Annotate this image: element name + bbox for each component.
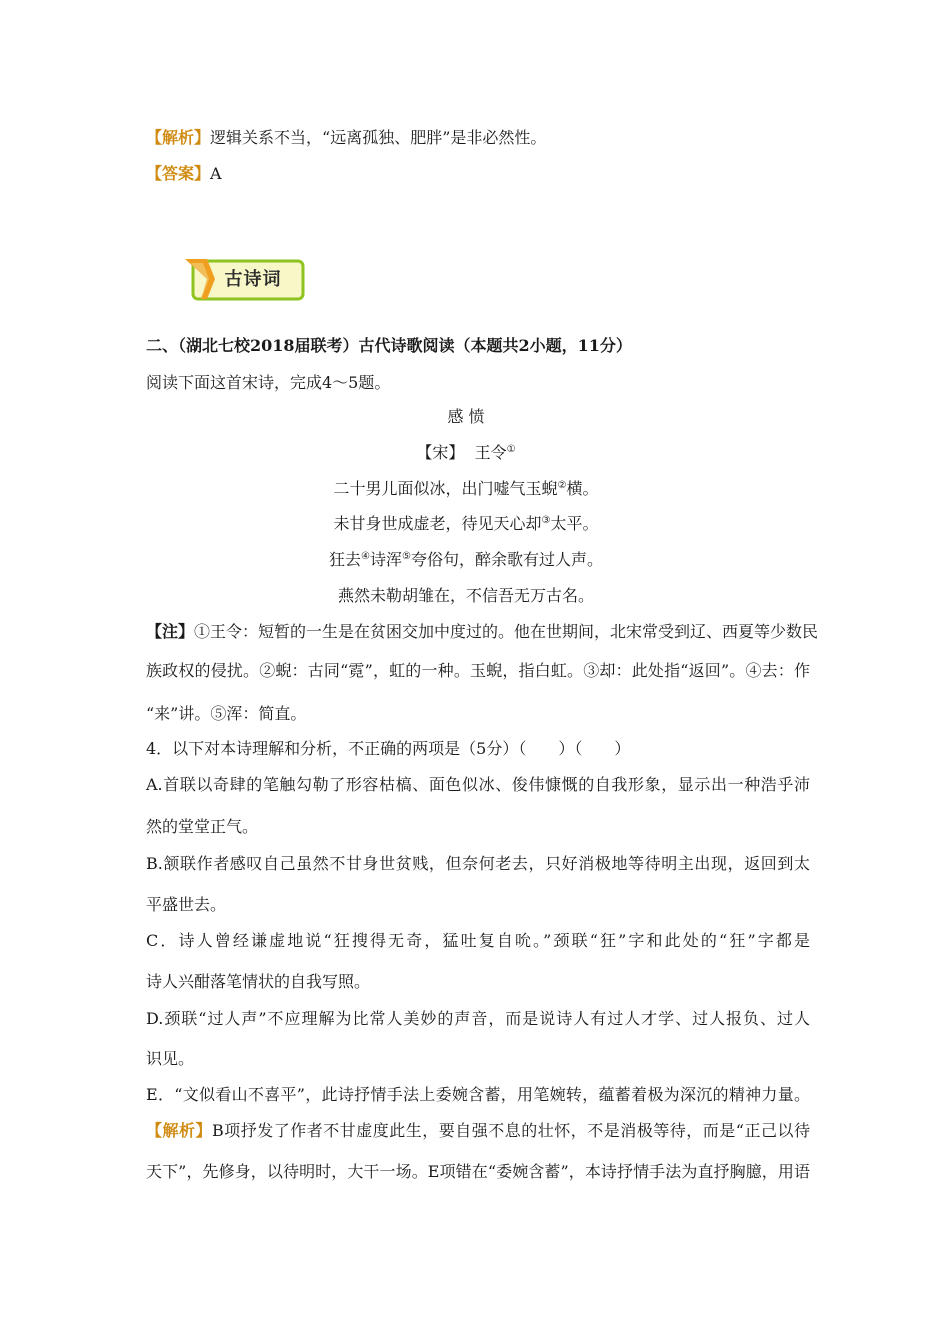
- poem-text: 太平。: [550, 514, 599, 533]
- poem-line: [146, 550, 786, 570]
- analysis-tag: 【解析】: [146, 128, 211, 147]
- poem-text: 燕然未勒胡雏在，不信吾无万古名。: [337, 586, 594, 605]
- poem-text: 二十男儿面似冰，出门嘘气玉蜺: [333, 479, 558, 498]
- analysis-line: 天下”，先修身，以待明时，大干一场。E项错在“委婉含蓄”，本诗抒情手法为直抒胸臆，用语: [146, 1162, 810, 1181]
- notes-line: [146, 622, 819, 642]
- option-d: D.颈联“过人声”不应理解为比常人美妙的声音，而是说诗人有过人才学、过人报负、过人: [146, 1009, 810, 1028]
- option-c: C．诗人曾经谦虚地说“狂搜得无奇，猛吐复自吮。”颈联“狂”字和此处的“狂”字都是: [146, 931, 810, 950]
- answer-text: A: [210, 164, 222, 183]
- poem-author: 王令: [474, 443, 507, 462]
- analysis-text: 逻辑关系不当，“远离孤独、肥胖”是非必然性。: [210, 128, 547, 147]
- option-d-cont: 识见。: [146, 1049, 195, 1068]
- poem-text: 未甘身世成虚老，待见天心却: [333, 514, 542, 533]
- poem-title: 感 愤: [447, 407, 485, 426]
- poem-dynasty: 【宋】: [416, 443, 465, 462]
- question-stem: 4．以下对本诗理解和分析，不正确的两项是（5分）（ ）（ ）: [146, 739, 631, 758]
- poem-text: 狂去: [329, 550, 362, 569]
- option-a: A.首联以奇肆的笔触勾勒了形容枯槁、面色似冰、俊伟慷慨的自我形象，显示出一种浩乎沛: [146, 775, 810, 794]
- note-marker: ③: [541, 515, 551, 526]
- instruction: 阅读下面这首宋诗，完成4～5题。: [146, 373, 391, 392]
- notes-line: “来”讲。⑤浑：简直。: [146, 704, 307, 723]
- analysis-line: [146, 1121, 810, 1141]
- poem-line: [146, 479, 786, 499]
- notes-line: 族政权的侵扰。②蜺：古同“霓”，虹的一种。玉蜺，指白虹。③却：此处指“返回”。④去：作: [146, 661, 810, 680]
- question-header: 二、（湖北七校2018届联考）古代诗歌阅读（本题共2小题，11分）: [146, 336, 632, 355]
- answer-tag: 【答案】: [146, 164, 211, 183]
- analysis-text: B项抒发了作者不甘虚度此生，要自强不息的壮怀，不是消极等待，而是“正己以待: [212, 1121, 810, 1140]
- section-badge: [183, 257, 307, 303]
- notes-text: ①王令：短暂的一生是在贫困交加中度过的。他在世期间，北宋常受到辽、西夏等少数民: [194, 622, 819, 641]
- poem-text: 横。: [566, 479, 599, 498]
- option-b: B.颔联作者感叹自己虽然不甘身世贫贱，但奈何老去，只好消极地等待明主出现，返回到太: [146, 854, 810, 873]
- analysis-tag: 【解析】: [146, 1121, 213, 1140]
- poem-author-note: ①: [506, 444, 516, 455]
- poem-line: [146, 586, 786, 606]
- poem-byline: [146, 443, 786, 463]
- option-b-cont: 平盛世去。: [146, 895, 227, 914]
- note-marker: ②: [557, 480, 567, 491]
- prev-analysis-line: [146, 128, 810, 148]
- section-badge-label: 古诗词: [224, 269, 282, 290]
- poem-line: [146, 514, 786, 534]
- note-marker: ④: [361, 551, 370, 562]
- option-c-cont: 诗人兴酣落笔情状的自我写照。: [146, 972, 371, 991]
- option-a-cont: 然的堂堂正气。: [146, 817, 259, 836]
- notes-tag: 【注】: [146, 622, 195, 641]
- option-e: E．“文似看山不喜平”，此诗抒情手法上委婉含蓄，用笔婉转，蕴蓄着极为深沉的精神力量。: [146, 1085, 810, 1104]
- note-marker: ⑤: [402, 551, 411, 562]
- prev-answer-line: [146, 164, 810, 184]
- poem-text: 诗浑: [369, 550, 402, 569]
- poem-text: 夸俗句，醉余歌有过人声。: [410, 550, 603, 569]
